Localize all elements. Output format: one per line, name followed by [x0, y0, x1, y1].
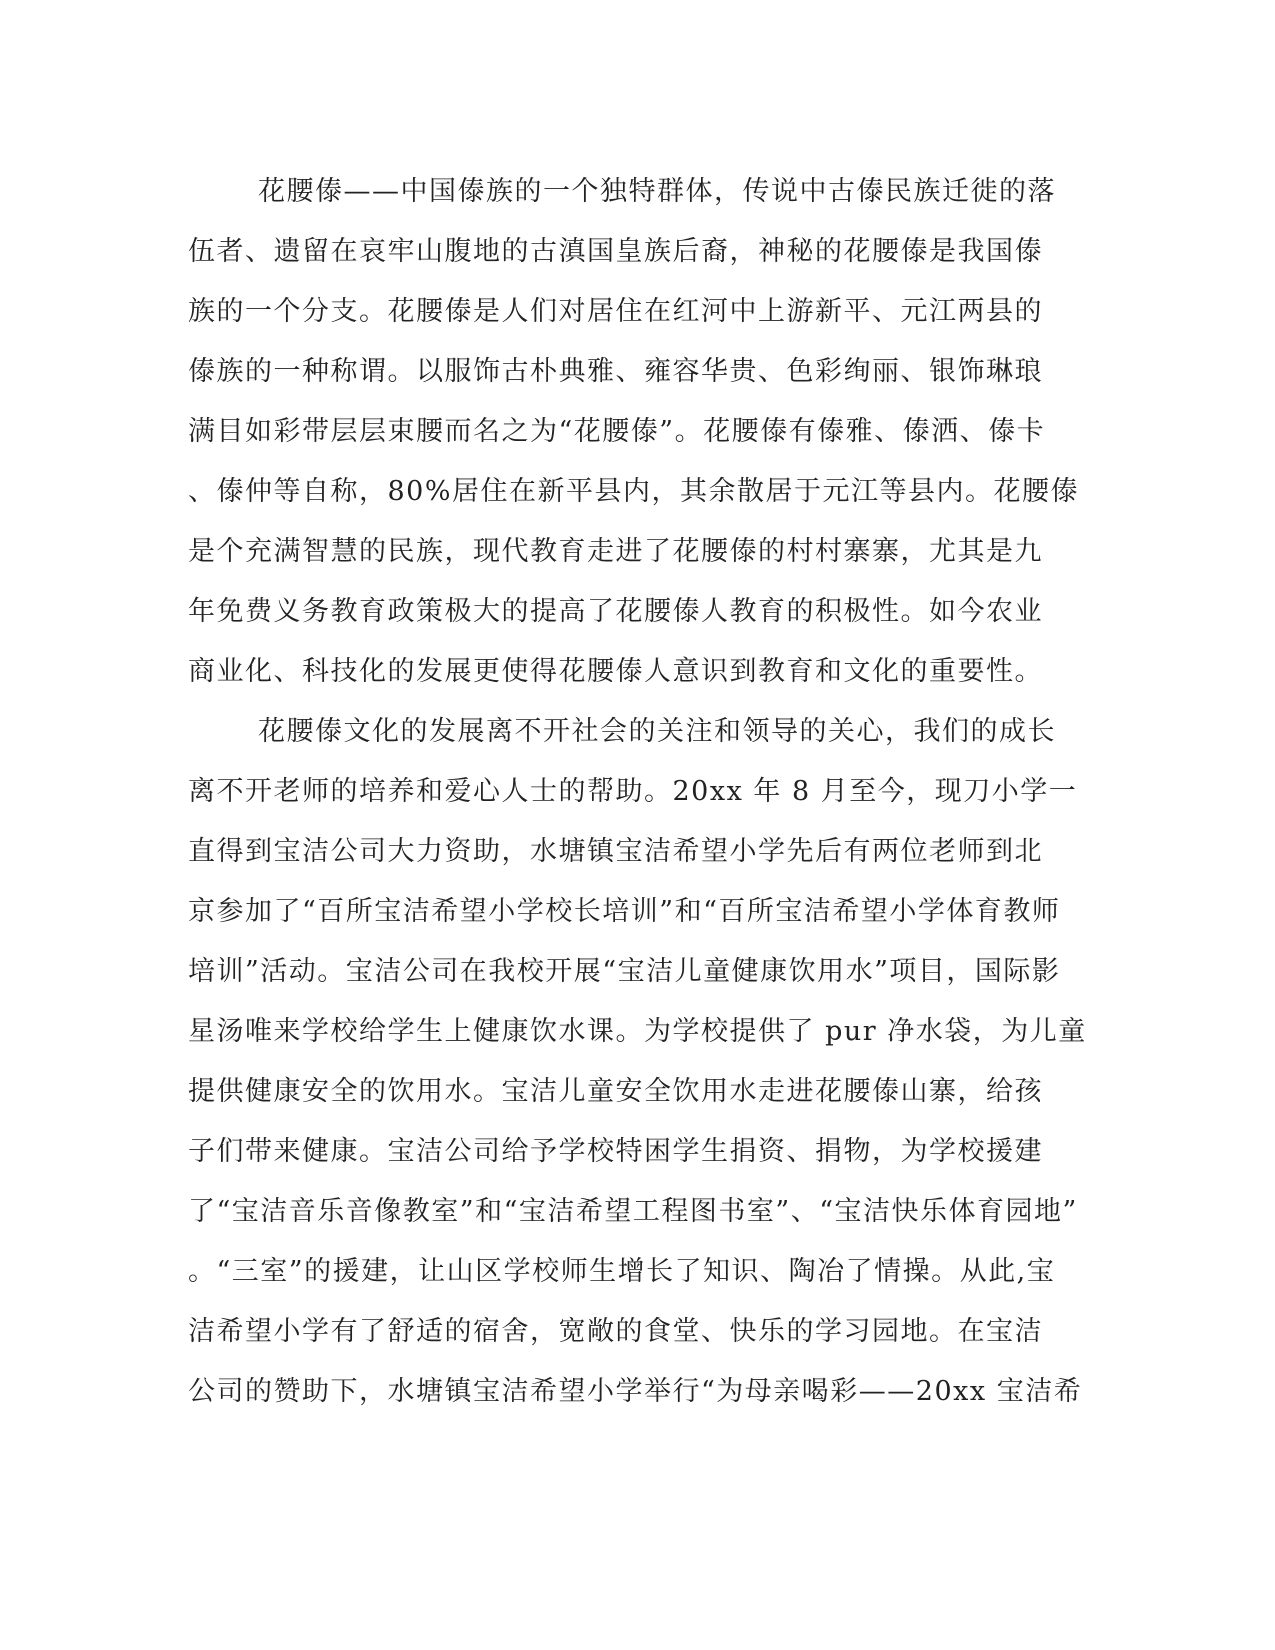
paragraph-1: [188, 162, 1088, 702]
text-line: 洁希望小学有了舒适的宿舍，宽敞的食堂、快乐的学习园地。在宝洁: [188, 1316, 1043, 1347]
text-line: 满目如彩带层层束腰而名之为“花腰傣”。花腰傣有傣雅、傣洒、傣卡: [188, 416, 1046, 447]
text-line: 子们带来健康。宝洁公司给予学校特困学生捐资、捐物，为学校援建: [188, 1136, 1043, 1167]
text-line: 花腰傣——中国傣族的一个独特群体，传说中古傣民族迁徙的落: [258, 176, 1056, 207]
paragraph-2: [188, 702, 1088, 1422]
text-line: 是个充满智慧的民族，现代教育走进了花腰傣的村村寨寨，尤其是九: [188, 536, 1043, 567]
text-line: 伍者、遗留在哀牢山腹地的古滇国皇族后裔，神秘的花腰傣是我国傣: [188, 236, 1043, 267]
text-line: 离不开老师的培养和爱心人士的帮助。20xx 年 8 月至今，现刀小学一: [188, 776, 1078, 807]
text-line: 直得到宝洁公司大力资助，水塘镇宝洁希望小学先后有两位老师到北: [188, 836, 1043, 867]
text-line: 、傣仲等自称，80%居住在新平县内，其余散居于元江等县内。花腰傣: [188, 476, 1080, 507]
text-line: 。“三室”的援建，让山区学校师生增长了知识、陶冶了情操。从此,宝: [188, 1256, 1056, 1287]
text-line: 公司的赞助下，水塘镇宝洁希望小学举行“为母亲喝彩——20xx 宝洁希: [188, 1376, 1083, 1407]
text-line: 傣族的一种称谓。以服饰古朴典雅、雍容华贵、色彩绚丽、银饰琳琅: [188, 356, 1043, 387]
text-line: 提供健康安全的饮用水。宝洁儿童安全饮用水走进花腰傣山寨，给孩: [188, 1076, 1043, 1107]
text-line: 商业化、科技化的发展更使得花腰傣人意识到教育和文化的重要性。: [188, 656, 1043, 687]
text-line: 星汤唯来学校给学生上健康饮水课。为学校提供了 pur 净水袋，为儿童: [188, 1016, 1087, 1047]
text-line: 花腰傣文化的发展离不开社会的关注和领导的关心，我们的成长: [258, 716, 1056, 747]
body-text: [188, 162, 1088, 1422]
text-line: 了“宝洁音乐音像教室”和“宝洁希望工程图书室”、“宝洁快乐体育园地”: [188, 1196, 1078, 1227]
text-line: 族的一个分支。花腰傣是人们对居住在红河中上游新平、元江两县的: [188, 296, 1043, 327]
text-line: 京参加了“百所宝洁希望小学校长培训”和“百所宝洁希望小学体育教师: [188, 896, 1061, 927]
text-line: 年免费义务教育政策极大的提高了花腰傣人教育的积极性。如今农业: [188, 596, 1043, 627]
text-line: 培训”活动。宝洁公司在我校开展“宝洁儿童健康饮用水”项目，国际影: [188, 956, 1061, 987]
